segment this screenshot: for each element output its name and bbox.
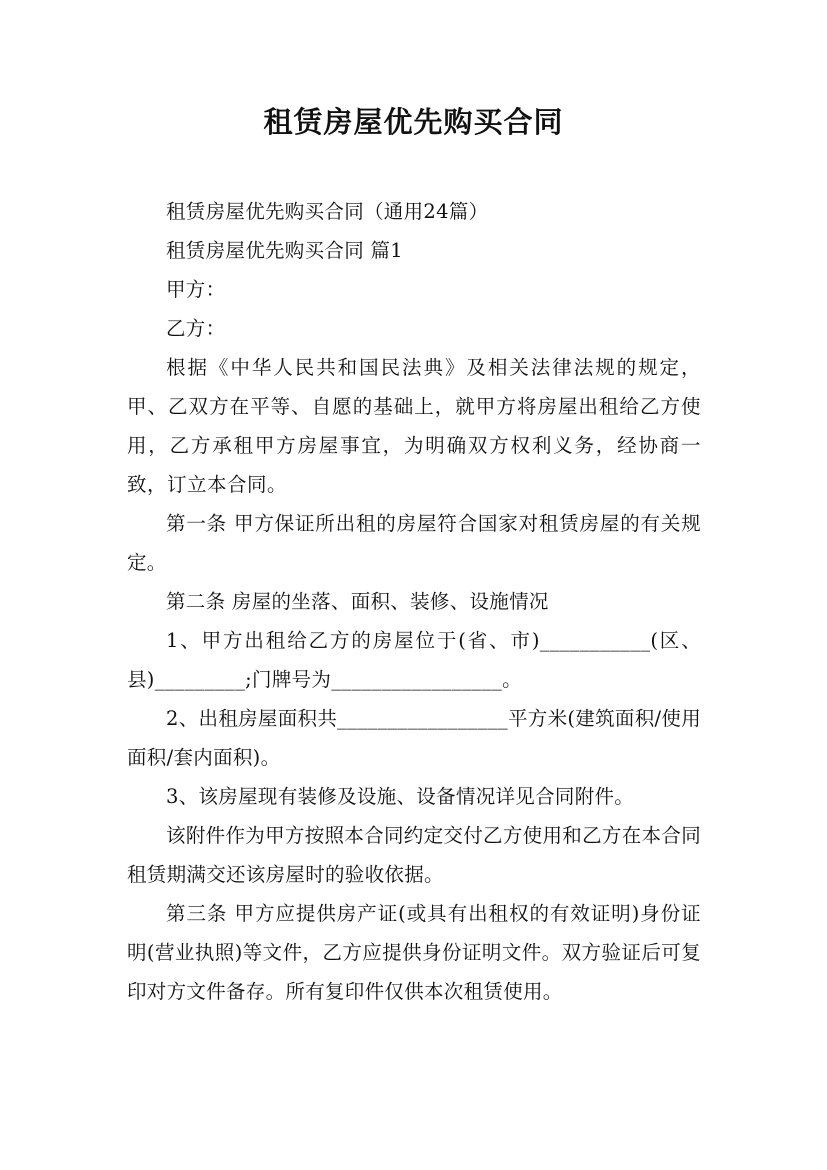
paragraph-section-heading: 租赁房屋优先购买合同 篇1 bbox=[166, 239, 404, 262]
paragraph-article-1: 第一条 甲方保证所出租的房屋符合国家对租赁房屋的有关规定。 bbox=[127, 512, 701, 574]
paragraph-article-3: 第三条 甲方应提供房产证(或具有出租权的有效证明)身份证明(营业执照)等文件，乙方应提供身份证明文件。双方验证后可复印对方文件备存。所有复印件仅供本次租赁使用。 bbox=[127, 902, 701, 1003]
paragraph-article-2-item-1: 1、甲方出租给乙方的房屋位于(省、市)___________(区、县)_________;门牌号为_________________。 bbox=[127, 629, 701, 691]
paragraph-article-2-heading: 第二条 房屋的坐落、面积、装修、设施情况 bbox=[166, 590, 549, 613]
paragraph-preamble: 根据《中华人民共和国民法典》及相关法律法规的规定，甲、乙双方在平等、自愿的基础上，就甲方将房屋出租给乙方使用，乙方承租甲方房屋事宜，为明确双方权利义务，经协商一致，订立本合同。 bbox=[127, 356, 701, 496]
paragraph-contract-collection-heading: 租赁房屋优先购买合同（通用24篇） bbox=[166, 200, 489, 223]
document-body bbox=[127, 192, 701, 1011]
document-title: 租赁房屋优先购买合同 bbox=[263, 105, 564, 139]
paragraph-article-2-item-2: 2、出租房屋面积共_________________平方米(建筑面积/使用面积/套内面积)。 bbox=[127, 707, 701, 769]
paragraph-attachment-note: 该附件作为甲方按照本合同约定交付乙方使用和乙方在本合同租赁期满交还该房屋时的验收依据。 bbox=[127, 824, 701, 886]
paragraph-party-a: 甲方： bbox=[166, 278, 226, 301]
paragraph-party-b: 乙方： bbox=[166, 317, 226, 340]
paragraph-article-2-item-3: 3、该房屋现有装修及设施、设备情况详见合同附件。 bbox=[166, 785, 635, 808]
